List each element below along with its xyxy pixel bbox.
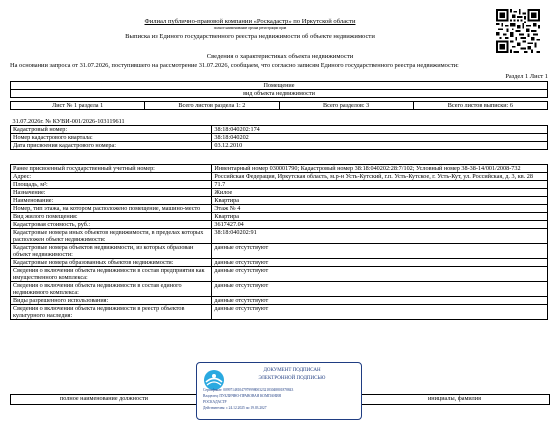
qr-code-icon [496,9,540,53]
ident-table [10,118,548,150]
row-value: данные отсутствуют [212,259,548,267]
extract-date-number: 31.07.2026г. № КУВИ-001/2026-103119611 [12,118,125,125]
stamp-owner2: РОСКАДАСТР [203,400,227,404]
total-sheets: Всего листов выписки: 6 [413,102,547,110]
row-label: Кадастровая стоимость, руб.: [11,221,212,229]
row-label: Сведения о включении объекта недвижимости в реестр объектов культурного наследия: [11,305,212,320]
row-label: Номер кадастрового квартала: [11,134,212,142]
basis-text: На основании запроса от 31.07.2026, поступившего на рассмотрение 31.07.2026, сообщаем, что согласно записям Единого государственного реестра недвижимости: [10,62,459,69]
org-title: Филиал публично-правовой компании «Роскадастр» по Иркутской области [144,18,356,25]
table-row [11,197,548,205]
row-value: 38:18:040202:91 [212,229,548,244]
table-row [11,189,548,197]
table-row [11,181,548,189]
table-row [11,282,548,297]
row-value: Российская Федерация, Иркутская область, м.р-н Усть-Кутский, г.п. Усть-Кутское, г. Усть-Кут, ул. Российская, д. 3, кв. 28 [212,173,548,181]
row-value: Квартира [212,213,548,221]
org-subtitle: полное наименование органа регистрации прав [213,26,287,30]
row-value: данные отсутствуют [212,282,548,297]
row-label: Номер, тип этажа, на котором расположено помещение, машино-место [11,205,212,213]
row-value: 3617427.04 [212,221,548,229]
row-value: 71.7 [212,181,548,189]
row-label: Сведения о включении объекта недвижимости в состав единого недвижимого комплекса: [11,282,212,297]
stamp-certificate: Сертификат: 009971481047979998003232183048801878843 [203,388,294,392]
table-row [11,259,548,267]
table-row [11,173,548,181]
row-value: 38:18:040202 [212,134,548,142]
row-value: данные отсутствуют [212,267,548,282]
row-value: Инвентарный номер 030001790; Кадастровый номер 38:18:040202:28:7/102; Условный номер 38-38-14/001/2008-732 [212,165,548,173]
table-row [11,267,548,282]
row-value: Жилое [212,189,548,197]
stamp-line1: ДОКУМЕНТ ПОДПИСАН [263,368,321,373]
row-label: Сведения о включении объекта недвижимости в состав предприятия как имущественного комплекса: [11,267,212,282]
stamp-owner: Владелец: ПУБЛИЧНО-ПРАВОВАЯ КОМПАНИЯ [203,394,281,398]
table-row [11,134,548,142]
table-row [11,126,548,134]
stamp-line2: ЭЛЕКТРОННОЙ ПОДПИСЬЮ [258,376,326,381]
row-value: 38:18:040202:174 [212,126,548,134]
row-label: Ранее присвоенный государственный учетный номер: [11,165,212,173]
row-label: Наименование: [11,197,212,205]
characteristics-table [10,164,548,320]
row-value: данные отсутствуют [212,297,548,305]
object-type-caption: вид объекта недвижимости [11,90,548,98]
sheets-table [10,101,548,110]
row-label: Кадастровые номера иных объектов недвижимости, в пределах которых расположен объект недвижимости: [11,229,212,244]
table-row [11,297,548,305]
electronic-signature-stamp [196,362,362,420]
row-label: Виды разрешенного использования: [11,297,212,305]
table-row [11,165,548,173]
table-row [11,244,548,259]
table-row [11,229,548,244]
characteristics-rows [11,165,548,320]
table-row [11,221,548,229]
row-label: Адрес: [11,173,212,181]
table-row [11,205,548,213]
row-label: Кадастровый номер: [11,126,212,134]
row-label: Вид жилого помещения: [11,213,212,221]
extract-title: Выписка из Единого государственного реестра недвижимости об объекте недвижимости [125,33,375,40]
row-value: Квартира [212,197,548,205]
object-type-table [10,81,548,98]
table-row [11,305,548,320]
stamp-validity: Действителен: с 24.12.2025 по 19.03.2027 [203,406,267,410]
object-type-value: Помещение [11,82,548,90]
section-sheet: Раздел 1 Лист 1 [505,73,548,80]
row-value: данные отсутствуют [212,244,548,259]
row-value: Этаж № 4 [212,205,548,213]
row-label: Назначение: [11,189,212,197]
sheet-number: Лист № 1 раздела 1 [11,102,145,110]
row-value: 03.12.2010 [212,142,548,150]
row-value: данные отсутствуют [212,305,548,320]
total-sections: Всего разделов: 3 [279,102,413,110]
position-caption: полное наименование должности [60,395,148,402]
table-row [11,213,548,221]
row-label: Кадастровые номера образованных объектов недвижимости: [11,259,212,267]
row-label: Площадь, м²: [11,181,212,189]
name-caption: инициалы, фамилия [428,395,481,402]
table-row [11,142,548,150]
total-sheets-section: Всего листов раздела 1: 2 [145,102,279,110]
row-label: Кадастровые номера объектов недвижимости, из которых образован объект недвижимости: [11,244,212,259]
ident-rows [11,126,548,150]
info-title: Сведения о характеристиках объекта недвижимости [206,53,354,60]
row-label: Дата присвоения кадастрового номера: [11,142,212,150]
